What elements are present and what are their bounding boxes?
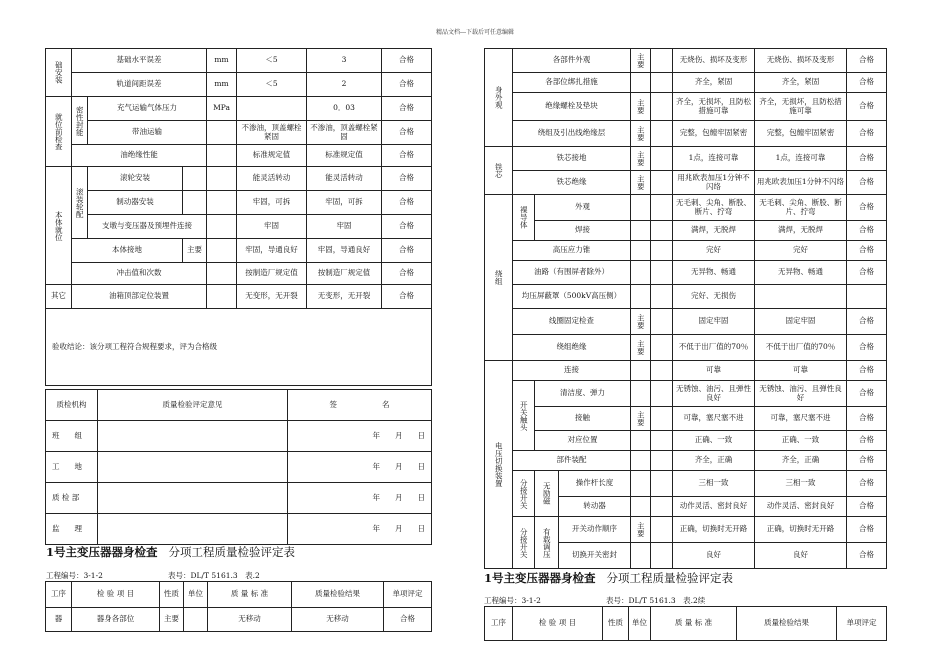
cell-standard: 牢固，可拆 <box>237 191 307 215</box>
right-bottom-table <box>484 606 887 641</box>
sign-date: 年 月 日 <box>288 421 432 452</box>
cell-item: 油箱顶部定位装置 <box>72 285 207 309</box>
cell-result: 牢固，导通良好 <box>307 239 382 263</box>
sign-head-org: 质检机构 <box>46 390 98 421</box>
cell-item: 冲击值和次数 <box>72 263 207 285</box>
cell-prop <box>631 451 651 471</box>
cell-item: 铁芯绝缘 <box>513 171 631 195</box>
head-standard: 质 量 标 准 <box>651 607 737 641</box>
cell-eval: 合格 <box>847 431 887 451</box>
cell-result: 无异物、畅通 <box>755 261 847 285</box>
cell-unit <box>651 543 673 569</box>
cell-unit <box>207 121 237 145</box>
cell-unit <box>207 263 237 285</box>
cell-eval: 合格 <box>382 49 432 73</box>
cell-standard: ＜5 <box>237 73 307 97</box>
cell-unit: mm <box>207 49 237 73</box>
left-project-no: 工程编号：3-1-2 <box>46 571 103 580</box>
head-item: 检 验 项 目 <box>72 582 160 608</box>
cell-eval: 合格 <box>847 451 887 471</box>
cell-eval: 合格 <box>847 93 887 121</box>
cell-result: 齐全，紧固 <box>755 73 847 93</box>
cell-prop <box>631 241 651 261</box>
cell-unit <box>651 73 673 93</box>
cell-item: 油路（有围屏者除外） <box>513 261 631 285</box>
cell-item: 焊接 <box>535 221 631 241</box>
head-eval: 单项评定 <box>837 607 887 641</box>
cell-standard: 良好 <box>673 543 755 569</box>
cell-item: 对应位置 <box>535 431 631 451</box>
cell-eval: 合格 <box>847 361 887 381</box>
cell-item: 绕组绝缘 <box>513 335 631 361</box>
cell-unit <box>207 145 237 167</box>
cell-unit <box>651 285 673 309</box>
cell-item: 操作杆长度 <box>559 471 631 497</box>
left-signature-table <box>45 389 432 545</box>
sign-opinion <box>98 483 288 514</box>
cell-item: 带油运输 <box>88 121 207 145</box>
cell-unit <box>184 608 208 632</box>
cell-result: 标准规定值 <box>307 145 382 167</box>
cell-standard <box>237 97 307 121</box>
subgroup-on-load: 有载调压 <box>535 517 559 569</box>
left-bottom-table <box>45 581 432 632</box>
cell-standard: 无毛刺、尖角、断股、断片、拧弯 <box>673 195 755 221</box>
cell-eval: 合格 <box>847 381 887 407</box>
subgroup-seal: 密性封能 <box>72 97 88 145</box>
right-title-rest: 分项工程质量检验评定表 <box>606 571 733 585</box>
cell-standard: 齐全，无损坏，且防松措施可靠 <box>673 93 755 121</box>
cell-eval: 合格 <box>847 121 887 147</box>
cell-item: 切换开关密封 <box>559 543 631 569</box>
cell-eval: 合格 <box>382 191 432 215</box>
cell-unit <box>651 121 673 147</box>
cell-standard: 无异物、畅通 <box>673 261 755 285</box>
cell-result: 牢固 <box>307 215 382 239</box>
cell-prop <box>631 285 651 309</box>
right-title-bold: 1号主变压器器身检查 <box>484 571 596 585</box>
cell-process: 器 <box>46 608 72 632</box>
cell-standard: 完整，包缠牢固紧密 <box>673 121 755 147</box>
cell-eval: 合格 <box>382 121 432 145</box>
cell-standard: 无变形，无开裂 <box>237 285 307 309</box>
cell-standard: 无烧伤、损坏及变形 <box>673 49 755 73</box>
right-form-title <box>484 570 733 586</box>
cell-prop: 主要 <box>183 239 207 263</box>
cell-item: 支墩与变压器及预埋件连接 <box>88 215 207 239</box>
cell-item: 基础水平误差 <box>72 49 207 73</box>
cell-unit <box>651 381 673 407</box>
cell-item: 充气运输气体压力 <box>88 97 207 121</box>
cell-eval: 合格 <box>382 167 432 191</box>
cell-prop <box>631 73 651 93</box>
cell-result: 用兆欧表加压1分钟不闪络 <box>755 171 847 195</box>
cell-prop <box>631 195 651 221</box>
cell-unit <box>207 285 237 309</box>
cell-eval: 合格 <box>382 145 432 167</box>
cell-unit <box>651 471 673 497</box>
cell-result: 正确，切换时无开路 <box>755 517 847 543</box>
cell-eval: 合格 <box>382 97 432 121</box>
cell-prop: 主要 <box>631 147 651 171</box>
cell-item: 高压应力锥 <box>513 241 631 261</box>
cell-standard: 无移动 <box>208 608 292 632</box>
cell-standard: 完好 <box>673 241 755 261</box>
cell-standard: 三相一致 <box>673 471 755 497</box>
subgroup-tap-switch: 分接开关 <box>513 471 535 517</box>
cell-prop: 主要 <box>631 309 651 335</box>
cell-eval: 合格 <box>847 517 887 543</box>
cell-eval: 合格 <box>847 73 887 93</box>
cell-unit <box>651 241 673 261</box>
cell-prop <box>183 167 207 191</box>
group-pre-check: 就位前检查 <box>46 97 72 167</box>
cell-standard: 牢固，导通良好 <box>237 239 307 263</box>
cell-item: 各部件外观 <box>513 49 631 73</box>
cell-prop <box>631 361 651 381</box>
group-foundation: 础安装 <box>46 49 72 97</box>
cell-result: 按制造厂规定值 <box>307 263 382 285</box>
left-meta <box>46 570 260 581</box>
head-eval: 单项评定 <box>384 582 432 608</box>
cell-unit <box>651 497 673 517</box>
subgroup-no-excitation: 无励磁 <box>535 471 559 517</box>
cell-standard: 固定牢固 <box>673 309 755 335</box>
cell-eval: 合格 <box>382 73 432 97</box>
cell-eval: 合格 <box>382 215 432 239</box>
head-unit: 单位 <box>629 607 651 641</box>
sign-date: 年 月 日 <box>288 452 432 483</box>
cell-result: 1点，连接可靠 <box>755 147 847 171</box>
cell-eval: 合格 <box>847 147 887 171</box>
cell-item: 轨道间距误差 <box>72 73 207 97</box>
cell-prop <box>631 497 651 517</box>
cell-result: 无锈蚀、油污、且弹性良好 <box>755 381 847 407</box>
cell-standard: 牢固 <box>237 215 307 239</box>
cell-item: 油绝缘性能 <box>72 145 207 167</box>
cell-result: 无变形，无开裂 <box>307 285 382 309</box>
cell-result: 正确、一致 <box>755 431 847 451</box>
cell-prop: 主要 <box>631 93 651 121</box>
cell-standard: 不渗油，顶盖螺栓紧固 <box>237 121 307 145</box>
cell-item: 器身各部位 <box>72 608 160 632</box>
cell-standard: 正确，切换时无开路 <box>673 517 755 543</box>
left-inspection-table <box>45 48 432 386</box>
group-voltage-switch: 电压切换装置 <box>485 361 513 569</box>
subgroup-bare-conductor: 裸导体 <box>513 195 535 241</box>
cell-eval: 合格 <box>847 241 887 261</box>
cell-eval <box>847 285 887 309</box>
head-item: 检 验 项 目 <box>513 607 603 641</box>
head-unit: 单位 <box>184 582 208 608</box>
cell-result <box>755 285 847 309</box>
cell-standard: ＜5 <box>237 49 307 73</box>
group-body-placement: 本体就位 <box>46 167 72 285</box>
sign-opinion <box>98 452 288 483</box>
cell-eval: 合格 <box>847 221 887 241</box>
cell-item: 转动器 <box>559 497 631 517</box>
cell-unit <box>651 335 673 361</box>
cell-eval: 合格 <box>847 497 887 517</box>
cell-item: 连接 <box>513 361 631 381</box>
cell-result: 完好 <box>755 241 847 261</box>
cell-standard: 齐全，正确 <box>673 451 755 471</box>
cell-standard: 完好、无损伤 <box>673 285 755 309</box>
cell-result: 无移动 <box>292 608 384 632</box>
cell-eval: 合格 <box>384 608 432 632</box>
cell-result: 三相一致 <box>755 471 847 497</box>
cell-standard: 按制造厂规定值 <box>237 263 307 285</box>
cell-item: 本体接地 <box>72 239 183 263</box>
cell-unit <box>207 167 237 191</box>
page-header: 精品文档---下载后可任意编辑 <box>435 29 515 36</box>
cell-item: 绝缘螺栓及垫块 <box>513 93 631 121</box>
head-result: 质量检验结果 <box>292 582 384 608</box>
cell-eval: 合格 <box>847 309 887 335</box>
subgroup-tap-switch-2: 分接开关 <box>513 517 535 569</box>
cell-result: 动作灵活、密封良好 <box>755 497 847 517</box>
cell-prop: 主要 <box>631 407 651 431</box>
sign-row-qc: 质 检 部 <box>46 483 98 514</box>
cell-eval: 合格 <box>847 471 887 497</box>
head-process: 工序 <box>485 607 513 641</box>
cell-unit: mm <box>207 73 237 97</box>
cell-unit <box>207 215 237 239</box>
cell-standard: 无锈蚀、油污、且弹性良好 <box>673 381 755 407</box>
cell-result: 牢固，可拆 <box>307 191 382 215</box>
cell-eval: 合格 <box>382 263 432 285</box>
cell-item: 均压屏蔽罩（500kV高压侧） <box>513 285 631 309</box>
cell-result: 能灵活转动 <box>307 167 382 191</box>
cell-result: 齐全，正确 <box>755 451 847 471</box>
cell-item: 接触 <box>535 407 631 431</box>
cell-standard: 1点，连接可靠 <box>673 147 755 171</box>
cell-result: 0．03 <box>307 97 382 121</box>
cell-unit <box>651 407 673 431</box>
cell-standard: 标准规定值 <box>237 145 307 167</box>
cell-unit <box>651 309 673 335</box>
cell-item: 铁芯接地 <box>513 147 631 171</box>
cell-eval: 合格 <box>382 239 432 263</box>
cell-standard: 用兆欧表加压1分钟不闪络 <box>673 171 755 195</box>
cell-result: 可靠，塞尺塞不进 <box>755 407 847 431</box>
cell-item: 绕组及引出线绝缘层 <box>513 121 631 147</box>
cell-item: 外观 <box>535 195 631 221</box>
cell-result: 固定牢固 <box>755 309 847 335</box>
cell-unit <box>651 147 673 171</box>
cell-item: 各部位绑扎措施 <box>513 73 631 93</box>
cell-unit <box>651 221 673 241</box>
cell-unit <box>651 431 673 451</box>
cell-eval: 合格 <box>382 285 432 309</box>
cell-unit <box>651 171 673 195</box>
cell-unit: MPa <box>207 97 237 121</box>
cell-eval: 合格 <box>847 195 887 221</box>
cell-result: 不低于出厂值的70％ <box>755 335 847 361</box>
sign-row-supervisor: 监 理 <box>46 514 98 545</box>
cell-result: 满焊，无脱焊 <box>755 221 847 241</box>
cell-result: 2 <box>307 73 382 97</box>
cell-result: 无烧伤、损坏及变形 <box>755 49 847 73</box>
right-table-no: 表号：DL/T 5161.3 表.2续 <box>606 596 706 605</box>
cell-result: 完整，包缠牢固紧密 <box>755 121 847 147</box>
cell-eval: 合格 <box>847 261 887 285</box>
cell-unit <box>651 93 673 121</box>
cell-eval: 合格 <box>847 335 887 361</box>
right-project-no: 工程编号：3-1-2 <box>484 596 541 605</box>
cell-standard: 可靠 <box>673 361 755 381</box>
cell-prop <box>631 221 651 241</box>
group-other: 其它 <box>46 285 72 309</box>
cell-prop <box>183 191 207 215</box>
cell-unit <box>207 191 237 215</box>
cell-result: 可靠 <box>755 361 847 381</box>
cell-result: 不渗油，顶盖螺栓紧固 <box>307 121 382 145</box>
cell-prop <box>631 543 651 569</box>
right-meta <box>484 595 705 606</box>
cell-item: 开关动作顺序 <box>559 517 631 543</box>
cell-unit <box>207 239 237 263</box>
cell-item: 滚轮安装 <box>88 167 183 191</box>
cell-standard: 齐全，紧固 <box>673 73 755 93</box>
cell-unit <box>651 517 673 543</box>
cell-item: 部件装配 <box>513 451 631 471</box>
cell-standard: 不低于出厂值的70％ <box>673 335 755 361</box>
cell-standard: 正确、一致 <box>673 431 755 451</box>
sign-head-signature: 签 名 <box>288 390 432 421</box>
sign-date: 年 月 日 <box>288 514 432 545</box>
cell-item: 清洁度、弹力 <box>535 381 631 407</box>
cell-standard: 能灵活转动 <box>237 167 307 191</box>
sign-opinion <box>98 421 288 452</box>
cell-unit <box>651 49 673 73</box>
left-title-rest: 分项工程质量检验评定表 <box>168 545 295 559</box>
sign-opinion <box>98 514 288 545</box>
sign-row-team: 班 组 <box>46 421 98 452</box>
cell-eval: 合格 <box>847 49 887 73</box>
cell-unit <box>651 195 673 221</box>
cell-result: 3 <box>307 49 382 73</box>
cell-prop <box>631 431 651 451</box>
left-table-no: 表号：DL/T 5161.3 表.2 <box>168 571 260 580</box>
cell-standard: 动作灵活、密封良好 <box>673 497 755 517</box>
group-appearance: 身外观 <box>485 49 513 147</box>
subgroup-roller: 滚装轮配 <box>72 167 88 239</box>
cell-prop <box>631 471 651 497</box>
subgroup-switch-contact: 开关触头 <box>513 381 535 451</box>
cell-eval: 合格 <box>847 407 887 431</box>
cell-prop: 主要 <box>631 49 651 73</box>
cell-eval: 合格 <box>847 171 887 195</box>
acceptance-conclusion: 验收结论：该分项工程符合规程要求，评为合格级 <box>46 309 432 386</box>
cell-prop <box>631 261 651 285</box>
cell-unit <box>651 451 673 471</box>
cell-item: 制动器安装 <box>88 191 183 215</box>
cell-standard: 满焊，无脱焊 <box>673 221 755 241</box>
cell-result: 齐全，无损坏，且防松措施可靠 <box>755 93 847 121</box>
head-property: 性质 <box>160 582 184 608</box>
cell-prop: 主要 <box>631 121 651 147</box>
cell-unit <box>651 261 673 285</box>
cell-item: 线圈固定检查 <box>513 309 631 335</box>
head-standard: 质 量 标 准 <box>208 582 292 608</box>
cell-eval: 合格 <box>847 543 887 569</box>
head-property: 性质 <box>603 607 629 641</box>
cell-unit <box>651 361 673 381</box>
sign-head-opinion: 质量检验评定意见 <box>98 390 288 421</box>
left-title-bold: 1号主变压器器身检查 <box>46 545 158 559</box>
cell-prop: 主要 <box>631 171 651 195</box>
cell-standard: 可靠，塞尺塞不进 <box>673 407 755 431</box>
head-result: 质量检验结果 <box>737 607 837 641</box>
cell-prop: 主要 <box>631 517 651 543</box>
group-winding: 绕组 <box>485 195 513 361</box>
group-iron-core: 铁芯 <box>485 147 513 195</box>
sign-date: 年 月 日 <box>288 483 432 514</box>
cell-result: 良好 <box>755 543 847 569</box>
cell-prop: 主要 <box>631 335 651 361</box>
head-process: 工序 <box>46 582 72 608</box>
right-inspection-table <box>484 48 887 569</box>
cell-result: 无毛刺、尖角、断股、断片、拧弯 <box>755 195 847 221</box>
cell-prop: 主要 <box>160 608 184 632</box>
cell-prop <box>631 381 651 407</box>
sign-row-site: 工 地 <box>46 452 98 483</box>
left-form-title <box>46 544 295 560</box>
